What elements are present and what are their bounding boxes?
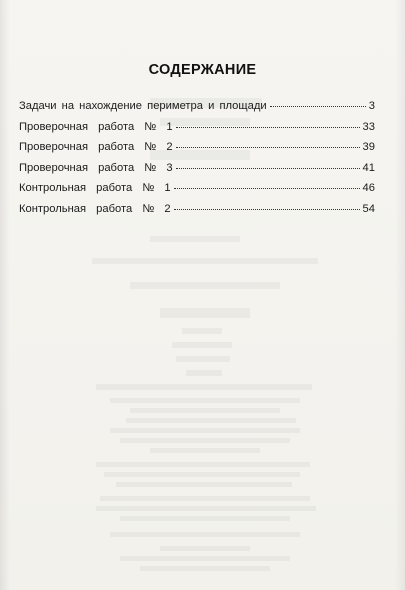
toc-entry-label: Проверочная работа № 3: [19, 161, 173, 174]
table-of-contents: [19, 100, 375, 223]
toc-entry: [19, 121, 375, 142]
toc-entry-label: Задачи на нахождение периметра и площади: [19, 100, 267, 112]
toc-leader-dots: [174, 209, 360, 210]
toc-leader-dots: [174, 188, 360, 189]
toc-entry: [19, 162, 375, 183]
toc-entry-label: Проверочная работа № 1: [19, 120, 173, 133]
toc-leader-dots: [270, 106, 366, 107]
toc-entry-page: 54: [362, 202, 375, 215]
toc-entry: [19, 182, 375, 203]
page-title: СОДЕРЖАНИЕ: [148, 62, 257, 78]
toc-entry-page: 41: [362, 161, 375, 174]
toc-entry-page: 46: [362, 182, 375, 194]
toc-entry-label: Проверочная работа № 2: [19, 141, 173, 153]
page-shadow-right: [395, 0, 405, 590]
toc-entry-label: Контрольная работа № 2: [19, 202, 171, 215]
toc-entry-label: Контрольная работа № 1: [19, 182, 171, 194]
toc-leader-dots: [176, 147, 360, 148]
toc-leader-dots: [176, 127, 360, 128]
toc-entry: [19, 203, 375, 224]
toc-entry-page: 39: [362, 141, 375, 153]
toc-entry-page: 3: [368, 100, 375, 112]
toc-leader-dots: [176, 168, 360, 169]
toc-entry-page: 33: [362, 120, 375, 133]
toc-entry: [19, 141, 375, 162]
toc-entry: [19, 100, 375, 121]
page-shadow-left: [0, 0, 10, 590]
